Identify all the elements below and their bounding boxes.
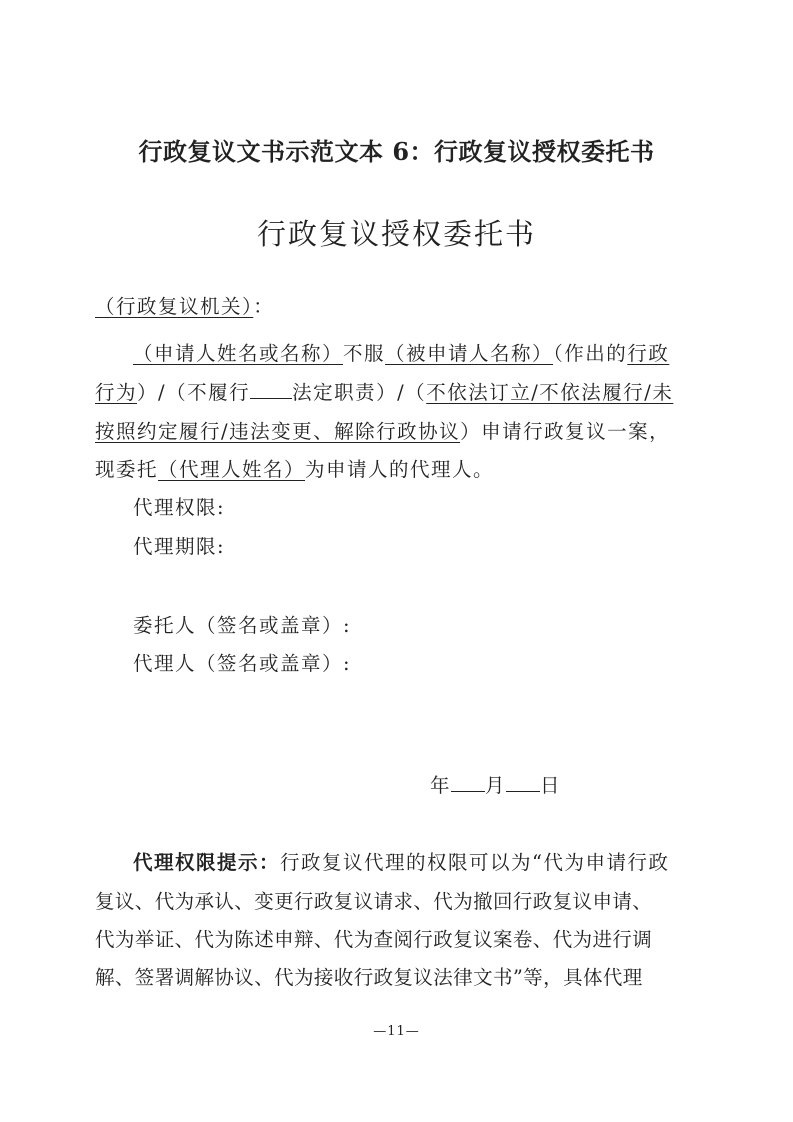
separator-text-1: ）/（不履行	[137, 381, 251, 404]
body-line-2	[95, 379, 673, 407]
addressee-line	[95, 293, 274, 321]
duty-blank	[250, 380, 292, 399]
body-line-4	[95, 456, 494, 484]
entrust-prefix-text: 现委托	[95, 458, 159, 481]
document-heading: 行政复议文书示范文本 6：行政复议授权委托书	[138, 137, 655, 166]
admin-act-field-part1: 行政	[627, 342, 670, 365]
tip-line-4: 解、签署调解协议、代为接收行政复议法律文书”等，具体代理	[95, 966, 643, 989]
tip-label: 代理权限提示：	[133, 851, 281, 874]
period-label: 代理期限:	[133, 535, 226, 558]
date-line	[430, 772, 561, 800]
entrust-suffix-text: 为申请人的代理人。	[305, 458, 495, 481]
tip-line-3: 代为举证、代为陈述申辩、代为查阅行政复议案卷、代为进行调	[95, 928, 653, 951]
not-accept-text: 不服	[343, 342, 386, 365]
agreement-field-part2: 按照约定履行/违法变更、解除行政协议	[95, 420, 461, 443]
tip-line-1	[133, 849, 670, 877]
principal-signature-label: 委托人（签名或盖章）:	[133, 614, 352, 637]
tip-line-2: 复议、代为承认、变更行政复议请求、代为撤回行政复议申请、	[95, 890, 653, 913]
addressee-field: （行政复议机关）	[95, 295, 254, 318]
month-blank	[451, 773, 485, 792]
date-year: 年	[430, 774, 452, 797]
agent-signature-label: 代理人（签名或盖章）:	[133, 652, 352, 675]
body-line-1	[133, 340, 669, 368]
authority-label: 代理权限:	[133, 496, 226, 519]
body-line-3	[95, 418, 670, 446]
agreement-field-part1: 不依法订立/不依法履行/未	[426, 381, 674, 404]
statutory-duty-text: 法定职责	[292, 381, 377, 404]
addressee-colon: ：	[253, 295, 275, 318]
date-month: 月	[485, 774, 507, 797]
date-day: 日	[540, 774, 562, 797]
page-number: —11—	[373, 1024, 420, 1039]
made-prefix-text: （作出的	[553, 342, 628, 365]
form-title: 行政复议授权委托书	[256, 217, 536, 251]
admin-act-field-part2: 行为	[95, 381, 138, 404]
applicant-field: （申请人姓名或名称）	[133, 342, 344, 365]
separator-text-2: ）/（	[376, 381, 427, 404]
respondent-field: （被申请人名称）	[385, 342, 554, 365]
apply-case-text: ）申请行政复议一案，	[460, 420, 671, 443]
day-blank	[506, 773, 540, 792]
tip-text-1: 行政复议代理的权限可以为“代为申请行政	[280, 851, 670, 874]
agent-name-field: （代理人姓名）	[158, 458, 306, 481]
